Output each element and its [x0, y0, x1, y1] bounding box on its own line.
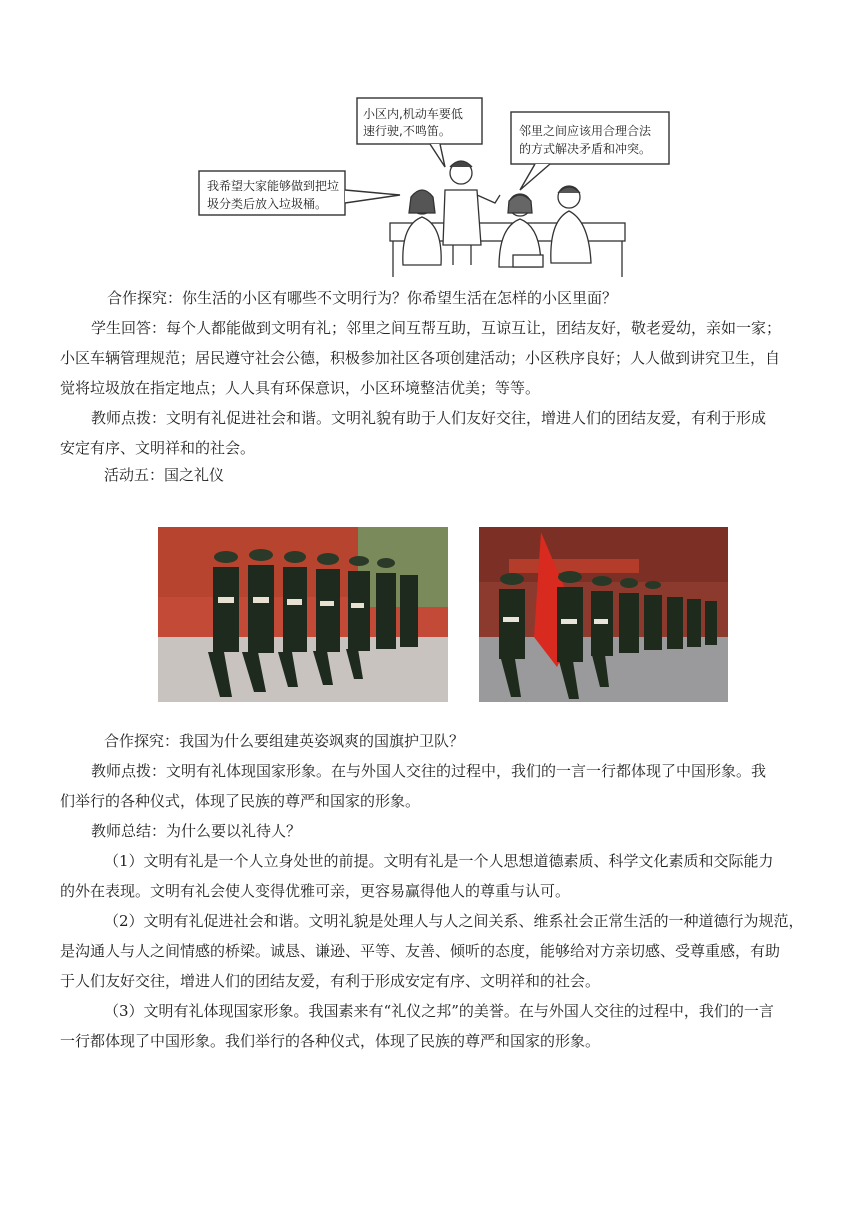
point-2-line2: 是沟通人与人之间情感的桥梁。诚恳、谦逊、平等、友善、倾听的态度，能够给对方亲切感、受尊重感，有助: [60, 942, 781, 960]
student-answer-line3: 觉将垃圾放在指定地点；人人具有环保意识，小区环境整洁优美；等等。: [60, 379, 541, 397]
bubble-right-line2: 的方式解决矛盾和冲突。: [519, 142, 652, 156]
point-3-line1: （3）文明有礼体现国家形象。我国素来有“礼仪之邦”的美誉。在与外国人交往的过程中，我们的一言: [104, 1002, 774, 1020]
point-2-line1: （2）文明有礼促进社会和谐。文明礼貌是处理人与人之间关系、维系社会正常生活的一种道德行为规范，: [104, 912, 804, 930]
point-3-line2: 一行都体现了中国形象。我们举行的各种仪式，体现了民族的尊严和国家的形象。: [60, 1032, 601, 1050]
explore-question-2: 合作探究：我国为什么要组建英姿飒爽的国旗护卫队？: [104, 732, 465, 750]
teacher-tip-1-line1: 教师点拨：文明有礼促进社会和谐。文明礼貌有助于人们友好交往，增进人们的团结友爱，有利于形成: [91, 409, 767, 427]
teacher-tip-1-line2: 安定有序、文明祥和的社会。: [60, 439, 256, 457]
explore-question-1: 合作探究：你生活的小区有哪些不文明行为？你希望生活在怎样的小区里面？: [107, 289, 618, 307]
point-1-line2: 的外在表现。文明有礼会使人变得优雅可亲，更容易赢得他人的尊重与认可。: [60, 882, 571, 900]
teacher-tip-2-line1: 教师点拨：文明有礼体现国家形象。在与外国人交往的过程中，我们的一言一行都体现了中国形象。我: [91, 762, 767, 780]
bubble-left-line2: 圾分类后放入垃圾桶。: [207, 197, 328, 211]
cartoon-illustration: [195, 95, 685, 280]
teacher-tip-2-line2: 们举行的各种仪式，体现了民族的尊严和国家的形象。: [60, 792, 421, 810]
bubble-center-line2: 速行驶,不鸣笛。: [363, 124, 451, 138]
flag-guard-photo-right: [479, 527, 728, 702]
student-answer-line1: 学生回答：每个人都能做到文明有礼；邻里之间互帮互助，互谅互让，团结友好，敬老爱幼，亲如一家；: [91, 319, 782, 337]
student-answer-line2: 小区车辆管理规范；居民遵守社会公德，积极参加社区各项创建活动；小区秩序良好；人人做到讲究卫生，自: [60, 349, 781, 367]
teacher-summary-heading: 教师总结：为什么要以礼待人？: [91, 822, 302, 840]
activity-five-heading: 活动五：国之礼仪: [104, 466, 225, 484]
point-1-line1: （1）文明有礼是一个人立身处世的前提。文明有礼是一个人思想道德素质、科学文化素质和交际能力: [104, 852, 774, 870]
point-2-line3: 于人们友好交往，增进人们的团结友爱，有利于形成安定有序、文明祥和的社会。: [60, 972, 601, 990]
honor-guard-photo-left: [158, 527, 448, 702]
bubble-left-line1: 我希望大家能够做到把垃: [207, 179, 340, 193]
speech-bubble-right: [511, 112, 669, 164]
person-standing-man: [443, 161, 500, 265]
bubble-right-line1: 邻里之间应该用合理合法: [519, 124, 652, 138]
bubble-center-line1: 小区内,机动车要低: [363, 107, 463, 121]
